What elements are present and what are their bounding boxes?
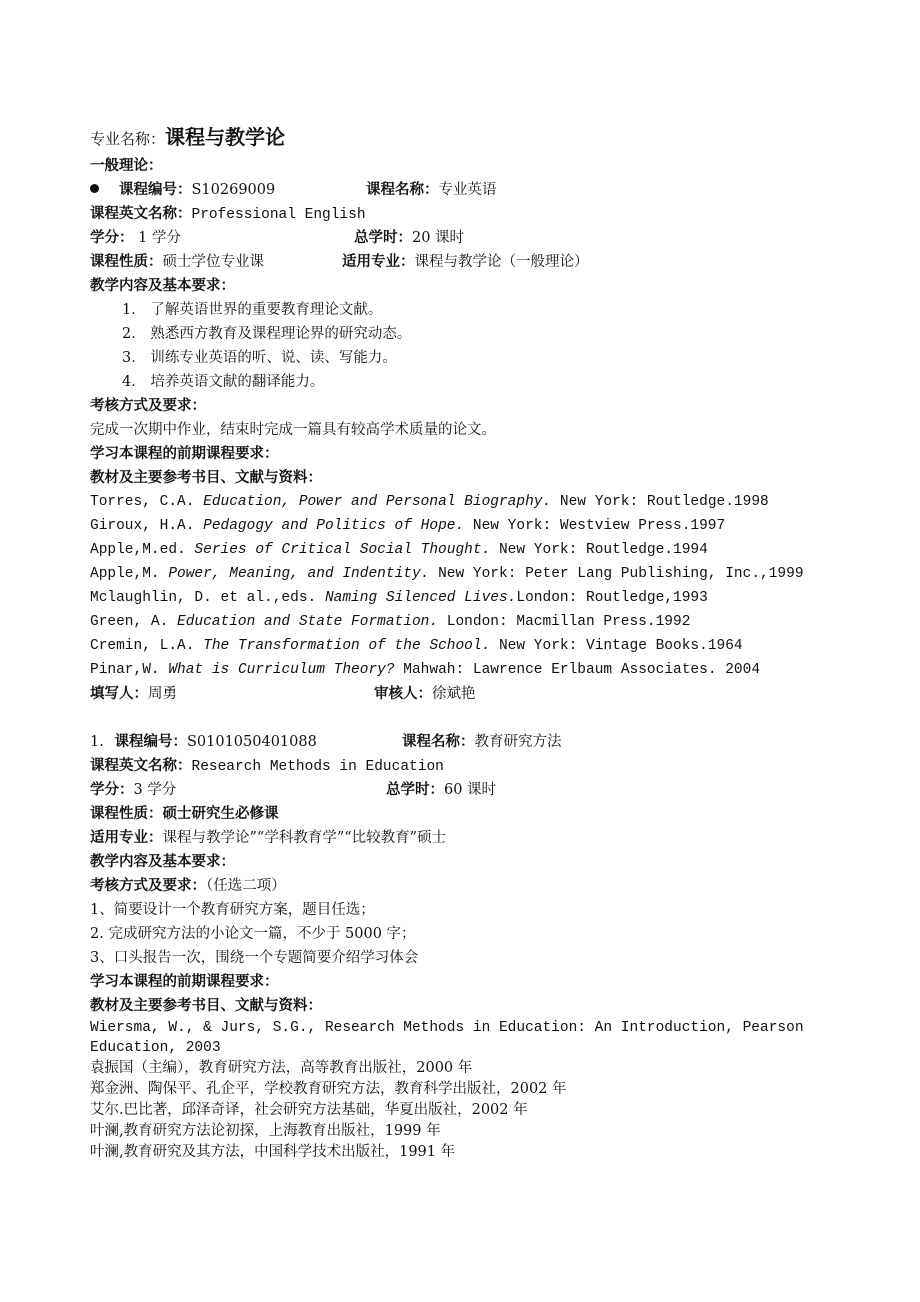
course1-refs-label: 教材及主要参考书目、文献与资料： <box>90 469 322 486</box>
reference-item: Giroux, H.A. Pedagogy and Politics of Hope. New York: Westview Press.1997 <box>90 518 726 534</box>
course1-en-row: 课程英文名称：Professional English <box>90 205 366 223</box>
course1-name: 专业英语 <box>438 182 497 198</box>
reference-item: 叶澜,教育研究及其方法，中国科学技术出版社，1991 年 <box>90 1144 456 1160</box>
list-item: 3． 训练专业英语的听、说、读、写能力。 <box>122 350 397 366</box>
course1-content-label: 教学内容及基本要求： <box>90 277 235 294</box>
list-item: 3、口头报告一次，围绕一个专题简要介绍学习体会 <box>90 950 419 966</box>
course1-assess: 完成一次期中作业，结束时完成一篇具有较高学术质量的论文。 <box>90 422 496 438</box>
course2-content-label: 教学内容及基本要求： <box>90 853 235 870</box>
reference-item: 郑金洲、陶保平、孔企平，学校教育研究方法，教育科学出版社，2002 年 <box>90 1081 567 1097</box>
reference-item: Green, A. Education and State Formation. London: Macmillan Press.1992 <box>90 614 691 630</box>
course2-major: 课程与教学论”“学科教育学”“比较教育”硕士 <box>162 830 447 846</box>
list-item: 2. 完成研究方法的小论文一篇，不少于 5000 字； <box>90 926 416 942</box>
reference-item: Apple,M.ed. Series of Critical Social Thought. New York: Routledge.1994 <box>90 542 708 558</box>
course1-major: 课程与教学论（一般理论） <box>414 254 589 270</box>
list-item: 1、简要设计一个教育研究方案，题目任选； <box>90 902 375 918</box>
course2-major-row: 适用专业：课程与教学论”“学科教育学”“比较教育”硕士 <box>90 829 447 846</box>
document-page <box>90 120 860 1163</box>
reference-item: Apple,M. Power, Meaning, and Indentity. New York: Peter Lang Publishing, Inc.,1999 <box>90 566 804 582</box>
reference-item: Pinar,W. What is Curriculum Theory? Mahwah: Lawrence Erlbaum Associates. 2004 <box>90 662 761 678</box>
course1-reviewer: 徐斌艳 <box>432 686 476 702</box>
list-item: 2． 熟悉西方教育及课程理论界的研究动态。 <box>122 326 412 342</box>
course2-nature: 课程性质：硕士研究生必修课 <box>90 805 279 822</box>
course2-name: 教育研究方法 <box>474 734 562 750</box>
course1-nature: 硕士学位专业课 <box>162 254 264 270</box>
reference-item: Torres, C.A. Education, Power and Personal Biography. New York: Routledge.1998 <box>90 494 769 510</box>
course1-hours: 20 课时 <box>412 230 465 246</box>
course1-en-name: Professional English <box>191 207 366 223</box>
course1-prereq-label: 学习本课程的前期课程要求： <box>90 445 279 462</box>
course2-assess-note: （任选二项） <box>206 878 286 894</box>
course1-assess-label: 考核方式及要求： <box>90 397 206 414</box>
section-label: 一般理论： <box>90 157 163 174</box>
course2-en-row: 课程英文名称：Research Methods in Education <box>90 757 444 775</box>
reference-item: Wiersma, W., & Jurs, S.G., Research Methods in Education: An Introduction, Pearson Education, 2003 <box>90 1020 804 1056</box>
bullet-icon <box>90 184 99 193</box>
course2-prereq-label: 学习本课程的前期课程要求： <box>90 973 279 990</box>
reference-item: Mclaughlin, D. et al.,eds. Naming Silenced Lives.London: Routledge,1993 <box>90 590 708 606</box>
course2-en-name: Research Methods in Education <box>191 759 444 775</box>
reference-item: 叶澜,教育研究方法论初探，上海教育出版社，1999 年 <box>90 1123 441 1139</box>
course2-code-row: 1. 课程编号：S0101050401088 课程名称：教育研究方法 <box>90 733 562 750</box>
course2-assess-row: 考核方式及要求：（任选二项） <box>90 877 286 894</box>
document-title <box>90 120 860 154</box>
course1-credit-row: 学分： 1 学分 总学时：20 课时 <box>90 229 465 246</box>
course1-signoff-row: 填写人：周勇 审核人：徐斌艳 <box>90 685 476 702</box>
course2-number: 1. <box>90 734 104 750</box>
reference-item: 袁振国（主编），教育研究方法，高等教育出版社，2000 年 <box>90 1060 473 1076</box>
major-name: 课程与教学论 <box>165 125 286 149</box>
course2-credit: 3 学分 <box>133 782 177 798</box>
course2-code: S0101050401088 <box>186 734 317 750</box>
course1-code: S10269009 <box>191 182 276 198</box>
course1-nature-row: 课程性质：硕士学位专业课 适用专业：课程与教学论（一般理论） <box>90 253 589 270</box>
reference-item: 艾尔.巴比著，邱泽奇译，社会研究方法基础，华夏出版社，2002 年 <box>90 1102 528 1118</box>
title-prefix: 专业名称： <box>90 130 166 148</box>
course1-credit: 1 学分 <box>133 230 181 246</box>
course2-refs-label: 教材及主要参考书目、文献与资料： <box>90 997 322 1014</box>
course2-hours: 60 课时 <box>444 782 497 798</box>
list-item: 4． 培养英语文献的翻译能力。 <box>122 374 325 390</box>
course1-writer: 周勇 <box>148 686 177 702</box>
list-item: 1． 了解英语世界的重要教育理论文献。 <box>122 302 383 318</box>
reference-item: Cremin, L.A. The Transformation of the School. New York: Vintage Books.1964 <box>90 638 743 654</box>
course2-credit-row: 学分：3 学分 总学时：60 课时 <box>90 781 497 798</box>
course1-code-row: 课程编号：S10269009 课程名称：专业英语 <box>90 178 860 202</box>
